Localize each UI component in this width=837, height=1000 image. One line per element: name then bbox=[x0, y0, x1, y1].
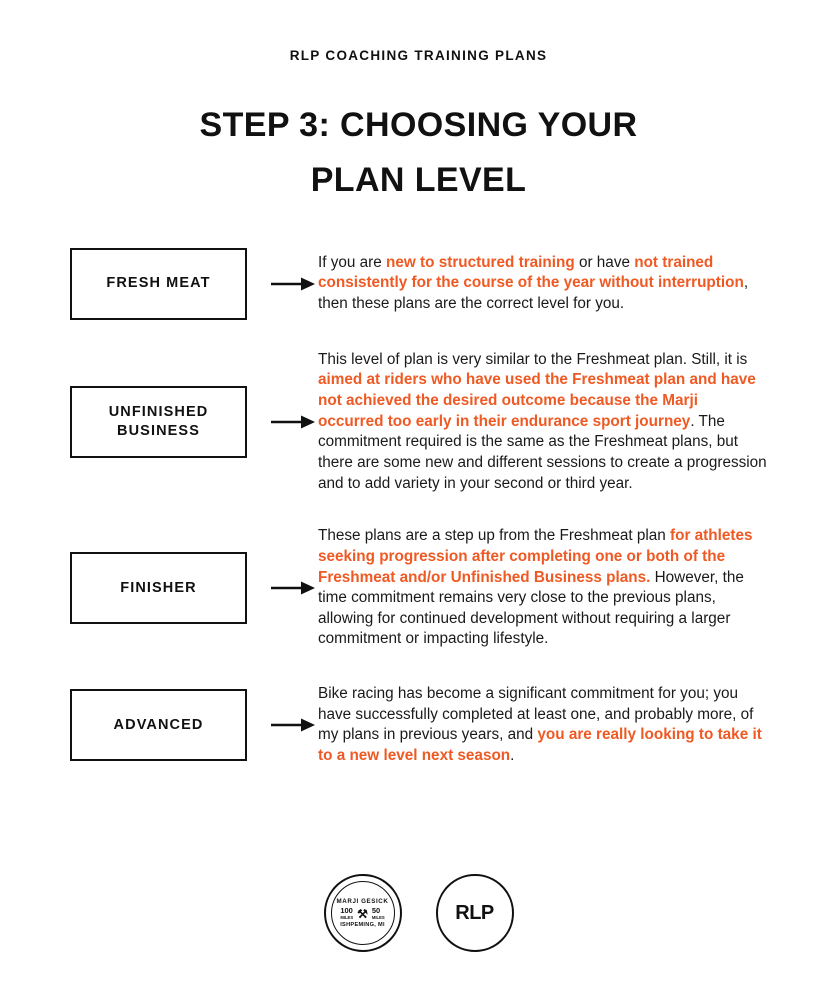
page-title-line-2: PLAN LEVEL bbox=[310, 161, 527, 200]
plan-level-row bbox=[70, 684, 767, 767]
plan-level-label-wrap bbox=[70, 386, 270, 458]
plan-level-box-fresh-meat: FRESH MEAT bbox=[70, 248, 247, 320]
page-title-line-1: STEP 3: CHOOSING YOUR bbox=[199, 106, 638, 144]
marji-gesick-logo bbox=[324, 874, 402, 952]
arrow-icon bbox=[270, 276, 316, 292]
plan-level-description-finisher: These plans are a step up from the Freshmeat plan for athletes seeking progression after completing one or both of the Freshmeat and/or Unfinished Business plans. However, the time commitment remains very close to the previous plans, allowing for continued development without requiring a larger commitment or impacting lifestyle. bbox=[318, 527, 753, 648]
plan-level-row bbox=[70, 526, 767, 650]
plan-level-description-fresh-meat: If you are new to structured training or have not trained consistently for the course of the year without interruption, then these plans are the correct level for you. bbox=[318, 253, 749, 313]
marji-badge-right-number: 50 bbox=[371, 906, 381, 916]
plan-levels-list bbox=[70, 248, 767, 767]
crossed-pick-axes-icon: ⚒ bbox=[357, 906, 368, 921]
marji-badge-top-text: MARJI GESICK bbox=[336, 898, 389, 906]
marji-badge-left-number: 100 bbox=[340, 906, 353, 916]
plan-level-description-advanced: Bike racing has become a significant commitment for you; you have successfully completed at least one, and probably more, of my plans in previous years, and you are really looking to take it to a new level next season. bbox=[318, 685, 762, 765]
marji-badge-right-unit: MILES bbox=[371, 914, 385, 920]
marji-badge-left-unit: MILES bbox=[340, 914, 354, 920]
arrow-icon bbox=[270, 580, 316, 596]
document-eyebrow: RLP COACHING TRAINING PLANS bbox=[289, 48, 548, 63]
footer-logos bbox=[0, 874, 837, 952]
badge-inner-ring bbox=[331, 881, 395, 945]
plan-level-row bbox=[70, 350, 767, 494]
plan-level-label-wrap bbox=[70, 248, 270, 320]
plan-level-box-finisher: FINISHER bbox=[70, 552, 247, 624]
arrow-icon bbox=[270, 414, 316, 430]
plan-level-row bbox=[70, 248, 767, 320]
plan-level-description-unfinished-business: This level of plan is very similar to the Freshmeat plan. Still, it is aimed at riders who have used the Freshmeat plan and have not achieved the desired outcome because the Marji occurred too early in their endurance sport journey. The commitment required is the same as the Freshmeat plans, but there are some new and different sessions to create a progression and to add variety in your second or third year. bbox=[318, 350, 767, 492]
marji-badge-bottom-text: ISHPEMING, MI bbox=[340, 921, 385, 928]
rlp-logo: RLP bbox=[436, 874, 514, 952]
plan-level-label-wrap bbox=[70, 689, 270, 761]
plan-level-box-advanced: ADVANCED bbox=[70, 689, 247, 761]
arrow-icon bbox=[270, 717, 316, 733]
plan-level-box-unfinished-business: UNFINISHED BUSINESS bbox=[70, 386, 247, 458]
plan-level-label-wrap bbox=[70, 552, 270, 624]
